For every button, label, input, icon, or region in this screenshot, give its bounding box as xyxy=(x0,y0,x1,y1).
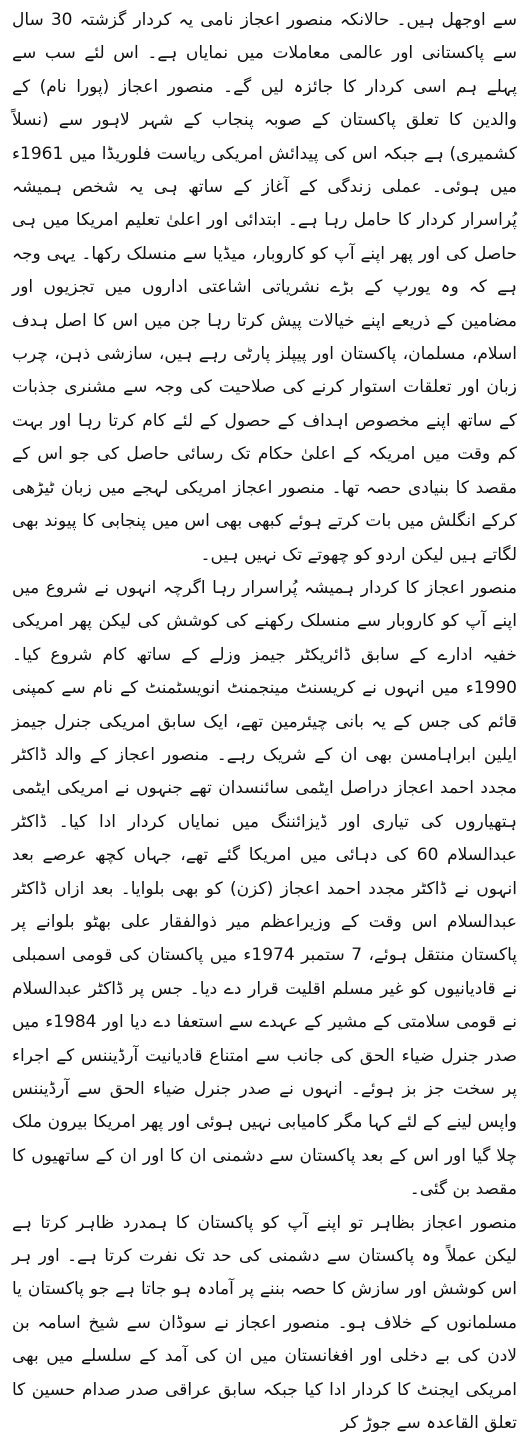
article-body xyxy=(12,4,517,1440)
article-paragraph-2: منصور اعجاز کا کردار ہمیشہ پُراسرار رہا اگرچہ انہوں نے شروع میں اپنے آپ کو کاروبار سے منسلک رکھنے کی کوشش کی لیکن پھر امریکی خفیہ ادارے کے سابق ڈائریکٹر جیمز وزلے کے ساتھ کام شروع کیا۔ 1990ء میں انہوں نے کریسنٹ مینجمنٹ انویسٹمنٹ کے نام سے کمپنی قائم کی جس کے یہ بانی چیئرمین تھے، ایک سابق امریکی جنرل جیمز ایلین ابراہامسن بھی ان کے شریک رہے۔ منصور اعجاز کے والد ڈاکٹر مجدد احمد اعجاز دراصل ایٹمی سائنسدان تھے جنہوں نے امریکی ایٹمی ہتھیاروں کی تیاری اور ڈیزائننگ میں نمایاں کردار ادا کیا۔ ڈاکٹر عبدالسلام 60 کی دہائی میں امریکا گئے تھے، جہاں کچھ عرصے بعد انہوں نے ڈاکٹر مجدد احمد اعجاز (کزن) کو بھی بلوایا۔ بعد ازاں ڈاکٹر عبدالسلام اس وقت کے وزیراعظم میر ذوالفقار علی بھٹو بلوانے پر پاکستان منتقل ہوئے، 7 ستمبر 1974ء میں پاکستان کی قومی اسمبلی نے قادیانیوں کو غیر مسلم اقلیت قرار دے دیا۔ جس پر ڈاکٹر عبدالسلام نے قومی سلامتی کے مشیر کے عہدے سے استعفا دے دیا اور 1984ء میں صدر جنرل ضیاء الحق کی جانب سے امتناع قادیانیت آرڈیننس کے اجراء پر سخت جز بز ہوئے۔ انہوں نے صدر جنرل ضیاء الحق سے آرڈیننس واپس لینے کے لئے کہا مگر کامیابی نہیں ہوئی اور پھر امریکا بیرون ملک چلا گیا اور اس کے بعد پاکستان سے دشمنی ان کا اور ان کے ساتھیوں کا مقصد بن گئی۔ xyxy=(12,577,518,1200)
article-paragraph-1: سے اوجھل ہیں۔ حالانکہ منصور اعجاز نامی یہ کردار گزشتہ 30 سال سے پاکستانی اور عالمی معاملات میں نمایاں ہے۔ اس لئے سب سے پہلے ہم اسی کردار کا جائزہ لیں گے۔ منصور اعجاز (پورا نام) کے والدین کا تعلق پاکستان کے صوبہ پنجاب کے شہر لاہور سے (نسلاً کشمیری) ہے جبکہ اس کی پیدائش امریکی ریاست فلوریڈا میں 1961ء میں ہوئی۔ عملی زندگی کے آغاز کے ساتھ ہی یہ شخص ہمیشہ پُراسرار کردار کا حامل رہا ہے۔ ابتدائی اور اعلیٰ تعلیم امریکا میں ہی حاصل کی اور پھر اپنے آپ کو کاروبار، میڈیا سے منسلک رکھا۔ یہی وجہ ہے کہ وہ یورپ کے بڑے نشریاتی اشاعتی اداروں میں تجزیوں اور مضامین کے ذریعے اپنے خیالات پیش کرتا رہا جن میں اس کا اصل ہدف اسلام، مسلمان، پاکستان اور پیپلز پارٹی رہے ہیں، سازشی ذہن، چرب زبان اور تعلقات استوار کرنے کی صلاحیت کی وجہ سے مشنری جذبات کے ساتھ اپنے مخصوص اہداف کے حصول کے لئے کام کرتا رہا اور بہت کم وقت میں امریکہ کے اعلیٰ حکام تک رسائی حاصل کی جو اس کے مقصد کا بنیادی حصہ تھا۔ منصور اعجاز امریکی لہجے میں زبان ٹیڑھی کرکے انگلش میں بات کرتے ہوئے کبھی بھی اس میں پنجابی کا پیوند بھی لگاتے ہیں لیکن اردو کو چھوتے تک نہیں ہیں۔ xyxy=(12,10,517,565)
article-paragraph-3: منصور اعجاز بظاہر تو اپنے آپ کو پاکستان کا ہمدرد ظاہر کرتا ہے لیکن عملاً وہ پاکستان سے دشمنی کی حد تک نفرت کرتا ہے۔ اور ہر اس کوشش اور سازش کا حصہ بننے پر آمادہ ہو جاتا ہے جو پاکستان یا مسلمانوں کے خلاف ہو۔ منصور اعجاز نے سوڈان سے شیخ اسامہ بن لادن کی بے دخلی اور افغانستان میں ان کی آمد کے سلسلے میں بھی امریکی ایجنٹ کا کردار ادا کیا جبکہ سابق عراقی صدر صدام حسین کا تعلق القاعدہ سے جوڑ کر xyxy=(12,1212,517,1434)
